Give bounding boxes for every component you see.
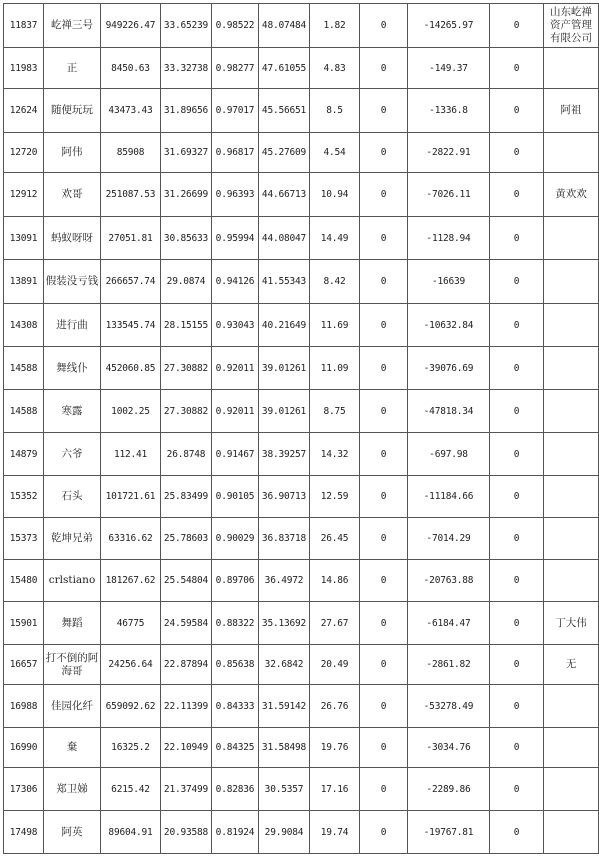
amount-cell: 452060.85 (101, 347, 161, 390)
amount-cell: 659092.62 (101, 685, 161, 728)
name-cell: 屹禅三号 (44, 4, 101, 48)
zero-cell: 0 (360, 433, 408, 476)
ratio-cell: 0.96393 (212, 173, 259, 217)
difference-cell: -47818.34 (408, 390, 490, 433)
name-cell: 假装没亏钱 (44, 260, 101, 304)
percent-cell: 22.87894 (161, 645, 212, 685)
zero-cell: 0 (360, 602, 408, 645)
difference-cell: -697.98 (408, 433, 490, 476)
ratio-cell: 0.94126 (212, 260, 259, 304)
zero-cell: 0 (490, 476, 544, 518)
table-row (4, 173, 599, 217)
name-cell: 进行曲 (44, 304, 101, 347)
ratio-cell: 0.98522 (212, 4, 259, 48)
percent-cell: 22.10949 (161, 728, 212, 768)
difference-cell: -3034.76 (408, 728, 490, 768)
zero-cell: 0 (490, 347, 544, 390)
rate-cell: 26.45 (310, 518, 360, 560)
note-cell (544, 304, 599, 347)
score-cell: 45.27609 (259, 133, 310, 173)
table-row (4, 645, 599, 685)
name-cell: 蚂蚁呀呀 (44, 217, 101, 260)
ratio-cell: 0.82836 (212, 768, 259, 811)
note-cell (544, 685, 599, 728)
difference-cell: -7026.11 (408, 173, 490, 217)
zero-cell: 0 (360, 645, 408, 685)
name-cell: 舞蹈 (44, 602, 101, 645)
percent-cell: 33.32738 (161, 48, 212, 89)
rank-id-cell: 16990 (4, 728, 44, 768)
score-cell: 41.55343 (259, 260, 310, 304)
rate-cell: 20.49 (310, 645, 360, 685)
note-cell (544, 560, 599, 602)
table-row (4, 685, 599, 728)
zero-cell: 0 (360, 518, 408, 560)
percent-cell: 31.89656 (161, 89, 212, 133)
table-body (4, 4, 599, 854)
amount-cell: 43473.43 (101, 89, 161, 133)
table-row (4, 768, 599, 811)
name-cell: crlstiano (44, 560, 101, 602)
percent-cell: 27.30882 (161, 347, 212, 390)
ratio-cell: 0.84333 (212, 685, 259, 728)
zero-cell: 0 (360, 260, 408, 304)
table-row (4, 560, 599, 602)
rank-id-cell: 15373 (4, 518, 44, 560)
rate-cell: 26.76 (310, 685, 360, 728)
zero-cell: 0 (490, 685, 544, 728)
percent-cell: 31.69327 (161, 133, 212, 173)
table-row (4, 304, 599, 347)
percent-cell: 30.85633 (161, 217, 212, 260)
rank-id-cell: 15480 (4, 560, 44, 602)
amount-cell: 27051.81 (101, 217, 161, 260)
amount-cell: 251087.53 (101, 173, 161, 217)
rate-cell: 11.09 (310, 347, 360, 390)
table-row (4, 89, 599, 133)
score-cell: 48.07484 (259, 4, 310, 48)
name-cell: 阿伟 (44, 133, 101, 173)
rank-id-cell: 13891 (4, 260, 44, 304)
zero-cell: 0 (360, 217, 408, 260)
table-row (4, 390, 599, 433)
amount-cell: 6215.42 (101, 768, 161, 811)
score-cell: 40.21649 (259, 304, 310, 347)
score-cell: 38.39257 (259, 433, 310, 476)
zero-cell: 0 (490, 602, 544, 645)
note-cell (544, 518, 599, 560)
score-cell: 39.01261 (259, 390, 310, 433)
table-row (4, 728, 599, 768)
difference-cell: -10632.84 (408, 304, 490, 347)
amount-cell: 85908 (101, 133, 161, 173)
rate-cell: 1.82 (310, 4, 360, 48)
rate-cell: 12.59 (310, 476, 360, 518)
ratio-cell: 0.90105 (212, 476, 259, 518)
name-cell: 舞线仆 (44, 347, 101, 390)
amount-cell: 46775 (101, 602, 161, 645)
difference-cell: -2822.91 (408, 133, 490, 173)
difference-cell: -16639 (408, 260, 490, 304)
difference-cell: -2289.86 (408, 768, 490, 811)
zero-cell: 0 (490, 304, 544, 347)
rank-id-cell: 11983 (4, 48, 44, 89)
rank-id-cell: 16657 (4, 645, 44, 685)
amount-cell: 89604.91 (101, 811, 161, 854)
percent-cell: 21.37499 (161, 768, 212, 811)
percent-cell: 28.15155 (161, 304, 212, 347)
ratio-cell: 0.93043 (212, 304, 259, 347)
difference-cell: -6184.47 (408, 602, 490, 645)
zero-cell: 0 (490, 48, 544, 89)
score-cell: 47.61055 (259, 48, 310, 89)
rate-cell: 8.42 (310, 260, 360, 304)
rank-id-cell: 15901 (4, 602, 44, 645)
ratio-cell: 0.92011 (212, 347, 259, 390)
ratio-cell: 0.96817 (212, 133, 259, 173)
table-row (4, 811, 599, 854)
score-cell: 36.4972 (259, 560, 310, 602)
score-cell: 44.66713 (259, 173, 310, 217)
zero-cell: 0 (490, 173, 544, 217)
difference-cell: -1336.8 (408, 89, 490, 133)
rate-cell: 4.54 (310, 133, 360, 173)
percent-cell: 25.54804 (161, 560, 212, 602)
name-cell: 棄 (44, 728, 101, 768)
amount-cell: 1002.25 (101, 390, 161, 433)
note-cell: 山东屹禅资产管理有限公司 (544, 4, 599, 48)
amount-cell: 181267.62 (101, 560, 161, 602)
rank-id-cell: 16988 (4, 685, 44, 728)
rate-cell: 8.75 (310, 390, 360, 433)
difference-cell: -14265.97 (408, 4, 490, 48)
zero-cell: 0 (490, 390, 544, 433)
note-cell (544, 48, 599, 89)
name-cell: 正 (44, 48, 101, 89)
ratio-cell: 0.81924 (212, 811, 259, 854)
difference-cell: -7014.29 (408, 518, 490, 560)
rate-cell: 11.69 (310, 304, 360, 347)
score-cell: 31.58498 (259, 728, 310, 768)
rank-id-cell: 15352 (4, 476, 44, 518)
zero-cell: 0 (490, 728, 544, 768)
zero-cell: 0 (490, 133, 544, 173)
zero-cell: 0 (360, 173, 408, 217)
table-row (4, 433, 599, 476)
zero-cell: 0 (490, 518, 544, 560)
percent-cell: 22.11399 (161, 685, 212, 728)
table-row (4, 48, 599, 89)
rank-id-cell: 13091 (4, 217, 44, 260)
percent-cell: 25.83499 (161, 476, 212, 518)
ratio-cell: 0.89706 (212, 560, 259, 602)
amount-cell: 112.41 (101, 433, 161, 476)
rate-cell: 8.5 (310, 89, 360, 133)
rank-id-cell: 12912 (4, 173, 44, 217)
note-cell: 黄欢欢 (544, 173, 599, 217)
percent-cell: 31.26699 (161, 173, 212, 217)
percent-cell: 26.8748 (161, 433, 212, 476)
rate-cell: 19.76 (310, 728, 360, 768)
note-cell (544, 728, 599, 768)
ratio-cell: 0.98277 (212, 48, 259, 89)
note-cell: 阿祖 (544, 89, 599, 133)
score-cell: 45.56651 (259, 89, 310, 133)
rate-cell: 17.16 (310, 768, 360, 811)
note-cell (544, 217, 599, 260)
amount-cell: 266657.74 (101, 260, 161, 304)
note-cell (544, 768, 599, 811)
ranking-table (3, 3, 599, 854)
rate-cell: 14.49 (310, 217, 360, 260)
ratio-cell: 0.85638 (212, 645, 259, 685)
rank-id-cell: 14588 (4, 347, 44, 390)
difference-cell: -19767.81 (408, 811, 490, 854)
percent-cell: 24.59584 (161, 602, 212, 645)
amount-cell: 949226.47 (101, 4, 161, 48)
name-cell: 欢哥 (44, 173, 101, 217)
zero-cell: 0 (490, 89, 544, 133)
note-cell (544, 347, 599, 390)
percent-cell: 33.65239 (161, 4, 212, 48)
table-row (4, 133, 599, 173)
score-cell: 35.13692 (259, 602, 310, 645)
rate-cell: 27.67 (310, 602, 360, 645)
rate-cell: 10.94 (310, 173, 360, 217)
ratio-cell: 0.97017 (212, 89, 259, 133)
name-cell: 随便玩玩 (44, 89, 101, 133)
score-cell: 36.90713 (259, 476, 310, 518)
score-cell: 31.59142 (259, 685, 310, 728)
zero-cell: 0 (360, 133, 408, 173)
rank-id-cell: 11837 (4, 4, 44, 48)
rank-id-cell: 17306 (4, 768, 44, 811)
score-cell: 32.6842 (259, 645, 310, 685)
rate-cell: 4.83 (310, 48, 360, 89)
amount-cell: 16325.2 (101, 728, 161, 768)
name-cell: 打不倒的阿海哥 (44, 645, 101, 685)
table-row (4, 347, 599, 390)
rate-cell: 19.74 (310, 811, 360, 854)
zero-cell: 0 (360, 476, 408, 518)
zero-cell: 0 (360, 811, 408, 854)
percent-cell: 25.78603 (161, 518, 212, 560)
note-cell: 丁大伟 (544, 602, 599, 645)
difference-cell: -149.37 (408, 48, 490, 89)
note-cell (544, 476, 599, 518)
name-cell: 寒露 (44, 390, 101, 433)
zero-cell: 0 (360, 347, 408, 390)
note-cell (544, 390, 599, 433)
rank-id-cell: 14588 (4, 390, 44, 433)
ratio-cell: 0.95994 (212, 217, 259, 260)
percent-cell: 20.93588 (161, 811, 212, 854)
note-cell: 无 (544, 645, 599, 685)
percent-cell: 27.30882 (161, 390, 212, 433)
zero-cell: 0 (490, 811, 544, 854)
name-cell: 阿英 (44, 811, 101, 854)
table-row (4, 602, 599, 645)
amount-cell: 101721.61 (101, 476, 161, 518)
name-cell: 佳园化纤 (44, 685, 101, 728)
difference-cell: -1128.94 (408, 217, 490, 260)
zero-cell: 0 (360, 728, 408, 768)
table-row (4, 476, 599, 518)
amount-cell: 133545.74 (101, 304, 161, 347)
name-cell: 石头 (44, 476, 101, 518)
note-cell (544, 260, 599, 304)
difference-cell: -39076.69 (408, 347, 490, 390)
rank-id-cell: 12720 (4, 133, 44, 173)
zero-cell: 0 (360, 560, 408, 602)
note-cell (544, 433, 599, 476)
difference-cell: -53278.49 (408, 685, 490, 728)
table-row (4, 4, 599, 48)
score-cell: 44.08047 (259, 217, 310, 260)
ratio-cell: 0.88322 (212, 602, 259, 645)
score-cell: 39.01261 (259, 347, 310, 390)
zero-cell: 0 (360, 768, 408, 811)
zero-cell: 0 (490, 768, 544, 811)
rank-id-cell: 14879 (4, 433, 44, 476)
zero-cell: 0 (360, 390, 408, 433)
amount-cell: 24256.64 (101, 645, 161, 685)
ratio-cell: 0.92011 (212, 390, 259, 433)
zero-cell: 0 (360, 685, 408, 728)
ratio-cell: 0.90029 (212, 518, 259, 560)
score-cell: 30.5357 (259, 768, 310, 811)
table-row (4, 217, 599, 260)
rank-id-cell: 12624 (4, 89, 44, 133)
score-cell: 29.9084 (259, 811, 310, 854)
amount-cell: 63316.62 (101, 518, 161, 560)
table-row (4, 260, 599, 304)
zero-cell: 0 (490, 4, 544, 48)
zero-cell: 0 (360, 48, 408, 89)
table-row (4, 518, 599, 560)
rate-cell: 14.32 (310, 433, 360, 476)
percent-cell: 29.0874 (161, 260, 212, 304)
score-cell: 36.83718 (259, 518, 310, 560)
zero-cell: 0 (490, 260, 544, 304)
zero-cell: 0 (490, 645, 544, 685)
zero-cell: 0 (360, 4, 408, 48)
ratio-cell: 0.84325 (212, 728, 259, 768)
zero-cell: 0 (490, 217, 544, 260)
name-cell: 乾坤兄弟 (44, 518, 101, 560)
difference-cell: -20763.88 (408, 560, 490, 602)
zero-cell: 0 (360, 304, 408, 347)
name-cell: 六爷 (44, 433, 101, 476)
zero-cell: 0 (490, 433, 544, 476)
ratio-cell: 0.91467 (212, 433, 259, 476)
amount-cell: 8450.63 (101, 48, 161, 89)
note-cell (544, 133, 599, 173)
difference-cell: -11184.66 (408, 476, 490, 518)
rank-id-cell: 14308 (4, 304, 44, 347)
rate-cell: 14.86 (310, 560, 360, 602)
note-cell (544, 811, 599, 854)
difference-cell: -2861.82 (408, 645, 490, 685)
name-cell: 郑卫娣 (44, 768, 101, 811)
zero-cell: 0 (360, 89, 408, 133)
rank-id-cell: 17498 (4, 811, 44, 854)
zero-cell: 0 (490, 560, 544, 602)
